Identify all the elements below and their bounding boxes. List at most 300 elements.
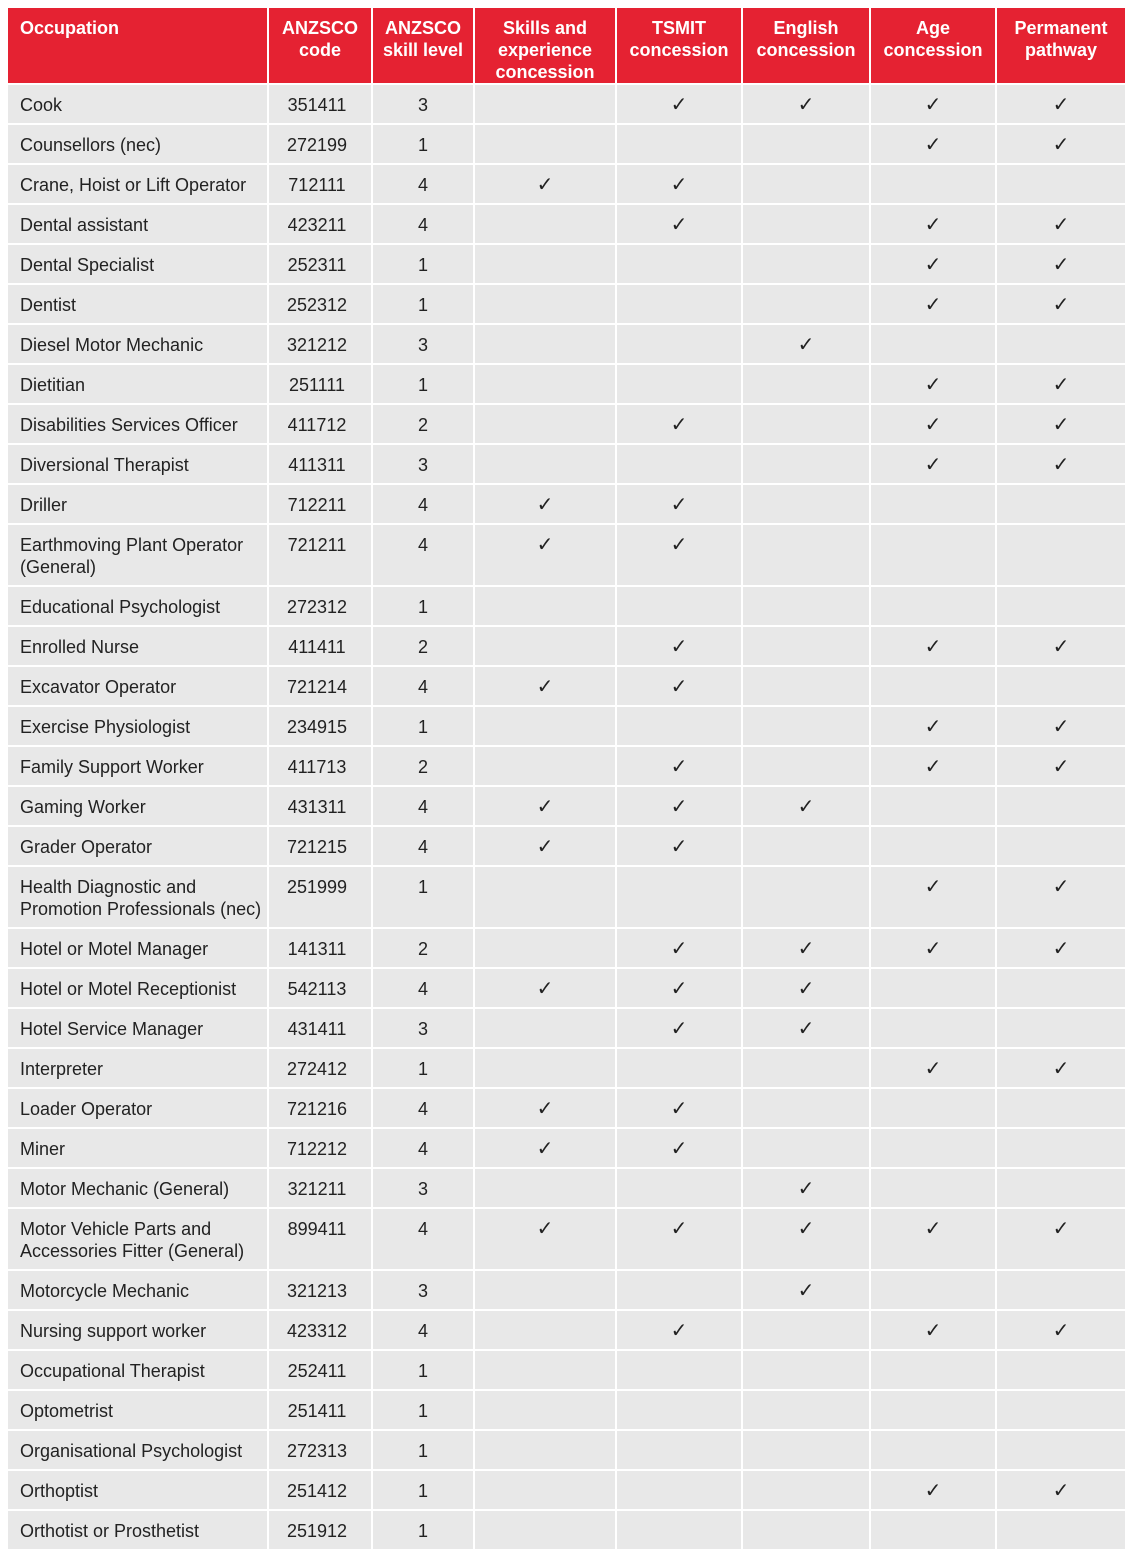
skills-concession-check-cell: [475, 1271, 617, 1311]
table-row: [8, 1209, 1125, 1271]
checkmark-icon: ✓: [924, 414, 942, 436]
age-concession-check-cell: [871, 1391, 997, 1431]
skills-concession-check-cell: [475, 747, 617, 787]
skills-concession-check-cell: [475, 1089, 617, 1129]
checkmark-icon: ✓: [924, 1058, 942, 1080]
tsmit-concession-check-cell: [617, 445, 743, 485]
english-concession-check-cell: [743, 165, 871, 205]
tsmit-concession-check-cell: [617, 365, 743, 405]
age-concession-check-cell: [871, 1351, 997, 1391]
permanent-pathway-check-cell: [997, 1209, 1125, 1271]
age-concession-check-cell: [871, 205, 997, 245]
skills-concession-check-cell: [475, 525, 617, 587]
anzsco-code-cell: 252311: [269, 245, 373, 285]
age-concession-check-cell: [871, 747, 997, 787]
checkmark-icon: ✓: [1052, 1480, 1070, 1502]
skill-level-cell: 3: [373, 1169, 475, 1209]
permanent-pathway-check-cell: [997, 787, 1125, 827]
checkmark-icon: ✓: [924, 374, 942, 396]
header-age-concession: Age concession: [871, 8, 997, 85]
skills-concession-check-cell: [475, 1169, 617, 1209]
table-row: [8, 1049, 1125, 1089]
skill-level-cell: 1: [373, 587, 475, 627]
header-tsmit-concession: TSMIT concession: [617, 8, 743, 85]
anzsco-code-cell: 899411: [269, 1209, 373, 1271]
english-concession-check-cell: [743, 787, 871, 827]
table-row: [8, 205, 1125, 245]
english-concession-check-cell: [743, 867, 871, 929]
anzsco-code-cell: 431411: [269, 1009, 373, 1049]
skills-concession-check-cell: [475, 1311, 617, 1351]
skill-level-cell: 4: [373, 787, 475, 827]
english-concession-check-cell: [743, 667, 871, 707]
checkmark-icon: ✓: [536, 978, 554, 1000]
tsmit-concession-check-cell: [617, 1089, 743, 1129]
age-concession-check-cell: [871, 707, 997, 747]
checkmark-icon: ✓: [670, 534, 688, 556]
tsmit-concession-check-cell: [617, 929, 743, 969]
permanent-pathway-check-cell: [997, 1169, 1125, 1209]
occupation-cell: Disabilities Services Officer: [8, 405, 269, 445]
checkmark-icon: ✓: [924, 1320, 942, 1342]
header-occupation: Occupation: [8, 8, 269, 85]
anzsco-code-cell: 423211: [269, 205, 373, 245]
table-row: [8, 1431, 1125, 1471]
skill-level-cell: 1: [373, 1511, 475, 1551]
skills-concession-check-cell: [475, 205, 617, 245]
tsmit-concession-check-cell: [617, 125, 743, 165]
age-concession-check-cell: [871, 1129, 997, 1169]
occupation-cell: Earthmoving Plant Operator (General): [8, 525, 269, 587]
tsmit-concession-check-cell: [617, 1271, 743, 1311]
checkmark-icon: ✓: [536, 534, 554, 556]
english-concession-check-cell: [743, 205, 871, 245]
english-concession-check-cell: [743, 1431, 871, 1471]
header-permanent-pathway: Permanent pathway: [997, 8, 1125, 85]
tsmit-concession-check-cell: [617, 1129, 743, 1169]
anzsco-code-cell: 251411: [269, 1391, 373, 1431]
checkmark-icon: ✓: [670, 836, 688, 858]
skills-concession-check-cell: [475, 485, 617, 525]
occupation-cell: Enrolled Nurse: [8, 627, 269, 667]
english-concession-check-cell: [743, 1311, 871, 1351]
english-concession-check-cell: [743, 929, 871, 969]
occupation-cell: Health Diagnostic and Promotion Professionals (nec): [8, 867, 269, 929]
table-row: [8, 1169, 1125, 1209]
checkmark-icon: ✓: [670, 174, 688, 196]
checkmark-icon: ✓: [924, 756, 942, 778]
skill-level-cell: 1: [373, 1351, 475, 1391]
skill-level-cell: 2: [373, 747, 475, 787]
english-concession-check-cell: [743, 827, 871, 867]
english-concession-check-cell: [743, 85, 871, 125]
permanent-pathway-check-cell: [997, 1471, 1125, 1511]
skills-concession-check-cell: [475, 1391, 617, 1431]
tsmit-concession-check-cell: [617, 969, 743, 1009]
table-row: [8, 827, 1125, 867]
occupation-cell: Orthoptist: [8, 1471, 269, 1511]
age-concession-check-cell: [871, 827, 997, 867]
anzsco-code-cell: 712211: [269, 485, 373, 525]
checkmark-icon: ✓: [924, 1480, 942, 1502]
english-concession-check-cell: [743, 405, 871, 445]
occupation-cell: Driller: [8, 485, 269, 525]
permanent-pathway-check-cell: [997, 867, 1125, 929]
permanent-pathway-check-cell: [997, 707, 1125, 747]
checkmark-icon: ✓: [924, 94, 942, 116]
checkmark-icon: ✓: [797, 1018, 815, 1040]
occupation-cell: Hotel or Motel Manager: [8, 929, 269, 969]
permanent-pathway-check-cell: [997, 165, 1125, 205]
anzsco-code-cell: 721211: [269, 525, 373, 587]
occupation-cell: Dietitian: [8, 365, 269, 405]
occupation-cell: Educational Psychologist: [8, 587, 269, 627]
checkmark-icon: ✓: [924, 1218, 942, 1240]
skills-concession-check-cell: [475, 1511, 617, 1551]
english-concession-check-cell: [743, 747, 871, 787]
tsmit-concession-check-cell: [617, 867, 743, 929]
checkmark-icon: ✓: [670, 978, 688, 1000]
age-concession-check-cell: [871, 929, 997, 969]
skills-concession-check-cell: [475, 1049, 617, 1089]
occupation-cell: Optometrist: [8, 1391, 269, 1431]
skill-level-cell: 4: [373, 1311, 475, 1351]
checkmark-icon: ✓: [670, 1018, 688, 1040]
tsmit-concession-check-cell: [617, 485, 743, 525]
skill-level-cell: 2: [373, 405, 475, 445]
age-concession-check-cell: [871, 245, 997, 285]
skill-level-cell: 4: [373, 1209, 475, 1271]
skill-level-cell: 1: [373, 707, 475, 747]
checkmark-icon: ✓: [670, 676, 688, 698]
skills-concession-check-cell: [475, 165, 617, 205]
age-concession-check-cell: [871, 405, 997, 445]
anzsco-code-cell: 251111: [269, 365, 373, 405]
checkmark-icon: ✓: [924, 214, 942, 236]
checkmark-icon: ✓: [536, 1218, 554, 1240]
permanent-pathway-check-cell: [997, 85, 1125, 125]
permanent-pathway-check-cell: [997, 205, 1125, 245]
age-concession-check-cell: [871, 969, 997, 1009]
checkmark-icon: ✓: [797, 978, 815, 1000]
english-concession-check-cell: [743, 125, 871, 165]
checkmark-icon: ✓: [536, 676, 554, 698]
permanent-pathway-check-cell: [997, 627, 1125, 667]
checkmark-icon: ✓: [924, 454, 942, 476]
table-row: [8, 85, 1125, 125]
occupation-cell: Miner: [8, 1129, 269, 1169]
permanent-pathway-check-cell: [997, 1009, 1125, 1049]
english-concession-check-cell: [743, 1271, 871, 1311]
skills-concession-check-cell: [475, 929, 617, 969]
checkmark-icon: ✓: [670, 756, 688, 778]
tsmit-concession-check-cell: [617, 1391, 743, 1431]
english-concession-check-cell: [743, 1089, 871, 1129]
tsmit-concession-check-cell: [617, 1209, 743, 1271]
occupation-cell: Diversional Therapist: [8, 445, 269, 485]
permanent-pathway-check-cell: [997, 1049, 1125, 1089]
skill-level-cell: 1: [373, 1049, 475, 1089]
permanent-pathway-check-cell: [997, 1511, 1125, 1551]
checkmark-icon: ✓: [924, 254, 942, 276]
anzsco-code-cell: 272199: [269, 125, 373, 165]
occupation-cell: Exercise Physiologist: [8, 707, 269, 747]
tsmit-concession-check-cell: [617, 1311, 743, 1351]
age-concession-check-cell: [871, 285, 997, 325]
checkmark-icon: ✓: [797, 1218, 815, 1240]
checkmark-icon: ✓: [924, 938, 942, 960]
skill-level-cell: 1: [373, 285, 475, 325]
anzsco-code-cell: 251412: [269, 1471, 373, 1511]
age-concession-check-cell: [871, 1471, 997, 1511]
table-row: [8, 125, 1125, 165]
checkmark-icon: ✓: [924, 876, 942, 898]
anzsco-code-cell: 351411: [269, 85, 373, 125]
checkmark-icon: ✓: [670, 796, 688, 818]
skills-concession-check-cell: [475, 325, 617, 365]
table-row: [8, 405, 1125, 445]
occupation-cell: Diesel Motor Mechanic: [8, 325, 269, 365]
checkmark-icon: ✓: [924, 134, 942, 156]
anzsco-code-cell: 252411: [269, 1351, 373, 1391]
checkmark-icon: ✓: [797, 94, 815, 116]
tsmit-concession-check-cell: [617, 1471, 743, 1511]
table-header: [8, 8, 1125, 85]
checkmark-icon: ✓: [670, 494, 688, 516]
permanent-pathway-check-cell: [997, 1271, 1125, 1311]
skill-level-cell: 4: [373, 1129, 475, 1169]
skills-concession-check-cell: [475, 285, 617, 325]
checkmark-icon: ✓: [536, 796, 554, 818]
checkmark-icon: ✓: [536, 494, 554, 516]
checkmark-icon: ✓: [1052, 94, 1070, 116]
checkmark-icon: ✓: [797, 1178, 815, 1200]
checkmark-icon: ✓: [1052, 938, 1070, 960]
skill-level-cell: 4: [373, 485, 475, 525]
skill-level-cell: 3: [373, 85, 475, 125]
tsmit-concession-check-cell: [617, 245, 743, 285]
age-concession-check-cell: [871, 1169, 997, 1209]
permanent-pathway-check-cell: [997, 827, 1125, 867]
tsmit-concession-check-cell: [617, 827, 743, 867]
anzsco-code-cell: 251912: [269, 1511, 373, 1551]
skills-concession-check-cell: [475, 365, 617, 405]
anzsco-code-cell: 251999: [269, 867, 373, 929]
header-row: [8, 8, 1125, 85]
anzsco-code-cell: 272313: [269, 1431, 373, 1471]
anzsco-code-cell: 141311: [269, 929, 373, 969]
english-concession-check-cell: [743, 285, 871, 325]
occupation-cell: Gaming Worker: [8, 787, 269, 827]
occupation-table: [8, 8, 1125, 1551]
tsmit-concession-check-cell: [617, 667, 743, 707]
table-row: [8, 667, 1125, 707]
age-concession-check-cell: [871, 445, 997, 485]
checkmark-icon: ✓: [536, 836, 554, 858]
occupation-cell: Nursing support worker: [8, 1311, 269, 1351]
english-concession-check-cell: [743, 365, 871, 405]
english-concession-check-cell: [743, 445, 871, 485]
table-row: [8, 969, 1125, 1009]
permanent-pathway-check-cell: [997, 1089, 1125, 1129]
age-concession-check-cell: [871, 1089, 997, 1129]
age-concession-check-cell: [871, 365, 997, 405]
skill-level-cell: 4: [373, 969, 475, 1009]
skill-level-cell: 1: [373, 867, 475, 929]
age-concession-check-cell: [871, 627, 997, 667]
age-concession-check-cell: [871, 525, 997, 587]
anzsco-code-cell: 721215: [269, 827, 373, 867]
header-skills-concession: Skills and experience concession: [475, 8, 617, 85]
age-concession-check-cell: [871, 787, 997, 827]
skill-level-cell: 4: [373, 165, 475, 205]
skills-concession-check-cell: [475, 707, 617, 747]
permanent-pathway-check-cell: [997, 1311, 1125, 1351]
skill-level-cell: 4: [373, 205, 475, 245]
skill-level-cell: 1: [373, 1391, 475, 1431]
anzsco-code-cell: 721216: [269, 1089, 373, 1129]
permanent-pathway-check-cell: [997, 405, 1125, 445]
checkmark-icon: ✓: [924, 716, 942, 738]
english-concession-check-cell: [743, 969, 871, 1009]
permanent-pathway-check-cell: [997, 1391, 1125, 1431]
age-concession-check-cell: [871, 1009, 997, 1049]
age-concession-check-cell: [871, 1431, 997, 1471]
english-concession-check-cell: [743, 587, 871, 627]
table-row: [8, 1511, 1125, 1551]
anzsco-code-cell: 411713: [269, 747, 373, 787]
permanent-pathway-check-cell: [997, 929, 1125, 969]
table-row: [8, 1351, 1125, 1391]
occupation-cell: Grader Operator: [8, 827, 269, 867]
occupation-cell: Counsellors (nec): [8, 125, 269, 165]
skill-level-cell: 1: [373, 365, 475, 405]
skills-concession-check-cell: [475, 969, 617, 1009]
checkmark-icon: ✓: [924, 636, 942, 658]
occupation-cell: Organisational Psychologist: [8, 1431, 269, 1471]
header-anzsco-skill-level: ANZSCO skill level: [373, 8, 475, 85]
permanent-pathway-check-cell: [997, 125, 1125, 165]
english-concession-check-cell: [743, 1351, 871, 1391]
anzsco-code-cell: 234915: [269, 707, 373, 747]
checkmark-icon: ✓: [797, 1280, 815, 1302]
checkmark-icon: ✓: [1052, 214, 1070, 236]
skill-level-cell: 3: [373, 445, 475, 485]
table-row: [8, 245, 1125, 285]
skills-concession-check-cell: [475, 85, 617, 125]
skills-concession-check-cell: [475, 867, 617, 929]
age-concession-check-cell: [871, 587, 997, 627]
age-concession-check-cell: [871, 1311, 997, 1351]
checkmark-icon: ✓: [1052, 294, 1070, 316]
table-row: [8, 627, 1125, 667]
anzsco-code-cell: 423312: [269, 1311, 373, 1351]
occupation-cell: Dentist: [8, 285, 269, 325]
table-row: [8, 707, 1125, 747]
checkmark-icon: ✓: [924, 294, 942, 316]
skills-concession-check-cell: [475, 1351, 617, 1391]
skills-concession-check-cell: [475, 587, 617, 627]
tsmit-concession-check-cell: [617, 1049, 743, 1089]
age-concession-check-cell: [871, 667, 997, 707]
skill-level-cell: 3: [373, 1009, 475, 1049]
permanent-pathway-check-cell: [997, 365, 1125, 405]
anzsco-code-cell: 431311: [269, 787, 373, 827]
skill-level-cell: 1: [373, 245, 475, 285]
header-english-concession: English concession: [743, 8, 871, 85]
anzsco-code-cell: 252312: [269, 285, 373, 325]
english-concession-check-cell: [743, 1169, 871, 1209]
anzsco-code-cell: 411712: [269, 405, 373, 445]
age-concession-check-cell: [871, 485, 997, 525]
table-row: [8, 365, 1125, 405]
checkmark-icon: ✓: [1052, 1058, 1070, 1080]
anzsco-code-cell: 712111: [269, 165, 373, 205]
checkmark-icon: ✓: [1052, 716, 1070, 738]
skills-concession-check-cell: [475, 1471, 617, 1511]
checkmark-icon: ✓: [797, 334, 815, 356]
permanent-pathway-check-cell: [997, 285, 1125, 325]
occupation-cell: Motorcycle Mechanic: [8, 1271, 269, 1311]
skills-concession-check-cell: [475, 1129, 617, 1169]
skills-concession-check-cell: [475, 787, 617, 827]
anzsco-code-cell: 321212: [269, 325, 373, 365]
age-concession-check-cell: [871, 1271, 997, 1311]
table-row: [8, 1311, 1125, 1351]
skills-concession-check-cell: [475, 627, 617, 667]
occupation-cell: Loader Operator: [8, 1089, 269, 1129]
permanent-pathway-check-cell: [997, 445, 1125, 485]
occupation-cell: Excavator Operator: [8, 667, 269, 707]
checkmark-icon: ✓: [670, 414, 688, 436]
anzsco-code-cell: 721214: [269, 667, 373, 707]
checkmark-icon: ✓: [1052, 876, 1070, 898]
occupation-cell: Occupational Therapist: [8, 1351, 269, 1391]
tsmit-concession-check-cell: [617, 285, 743, 325]
permanent-pathway-check-cell: [997, 969, 1125, 1009]
table-row: [8, 485, 1125, 525]
occupation-cell: Family Support Worker: [8, 747, 269, 787]
english-concession-check-cell: [743, 1391, 871, 1431]
tsmit-concession-check-cell: [617, 1009, 743, 1049]
skill-level-cell: 4: [373, 827, 475, 867]
checkmark-icon: ✓: [1052, 1218, 1070, 1240]
checkmark-icon: ✓: [670, 214, 688, 236]
skill-level-cell: 3: [373, 1271, 475, 1311]
checkmark-icon: ✓: [536, 1098, 554, 1120]
skills-concession-check-cell: [475, 667, 617, 707]
english-concession-check-cell: [743, 1511, 871, 1551]
tsmit-concession-check-cell: [617, 787, 743, 827]
skills-concession-check-cell: [475, 1431, 617, 1471]
skill-level-cell: 1: [373, 1471, 475, 1511]
skill-level-cell: 2: [373, 627, 475, 667]
english-concession-check-cell: [743, 1009, 871, 1049]
table-row: [8, 525, 1125, 587]
tsmit-concession-check-cell: [617, 627, 743, 667]
skills-concession-check-cell: [475, 1209, 617, 1271]
age-concession-check-cell: [871, 165, 997, 205]
english-concession-check-cell: [743, 1129, 871, 1169]
age-concession-check-cell: [871, 1511, 997, 1551]
skill-level-cell: 2: [373, 929, 475, 969]
age-concession-check-cell: [871, 1209, 997, 1271]
skill-level-cell: 1: [373, 125, 475, 165]
skill-level-cell: 4: [373, 1089, 475, 1129]
age-concession-check-cell: [871, 125, 997, 165]
tsmit-concession-check-cell: [617, 1169, 743, 1209]
checkmark-icon: ✓: [1052, 414, 1070, 436]
